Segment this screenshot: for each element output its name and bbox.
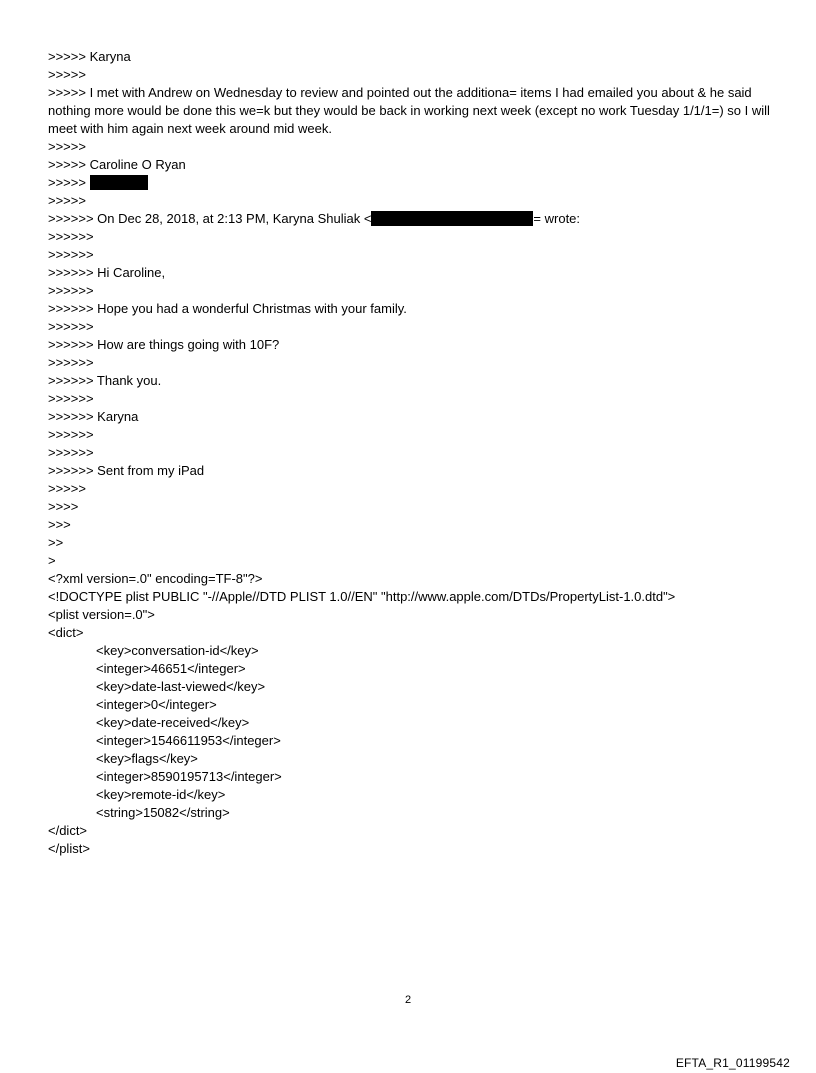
- plist-entry: <integer>0</integer>: [96, 697, 217, 712]
- plist-entry: <string>15082</string>: [96, 805, 230, 820]
- plist-xml-declaration: <?xml version=.0" encoding=TF-8"?>: [48, 571, 263, 586]
- email-line: >>>>>: [48, 67, 86, 82]
- redacted-line: [48, 174, 778, 192]
- quoted-line: >>>>: [48, 499, 79, 514]
- email-paragraph: >>>>> I met with Andrew on Wednesday to review and pointed out the additiona= items I had emailed you about & he said nothing more would be done this we=k but they would be back in working next week (except no work Tuesday 1/1/1=) so I will meet with him again next week around mid week.: [48, 85, 774, 136]
- quoted-line: >: [48, 553, 56, 568]
- quoted-line: >>>>>> Karyna: [48, 409, 139, 424]
- plist-entry: <integer>1546611953</integer>: [96, 733, 281, 748]
- plist-entry: <key>conversation-id</key>: [96, 643, 259, 658]
- quote-header-suffix: = wrote:: [533, 211, 581, 226]
- plist-entry: <key>flags</key>: [96, 751, 198, 766]
- quoted-line: >>>>>> Sent from my iPad: [48, 463, 205, 478]
- plist-entry: <integer>8590195713</integer>: [96, 769, 282, 784]
- quoted-line: >>>>>>: [48, 283, 94, 298]
- email-line: >>>>> Karyna: [48, 49, 131, 64]
- plist-entry: <key>date-received</key>: [96, 715, 250, 730]
- redaction-block: [371, 211, 533, 226]
- email-signature: >>>>> Caroline O Ryan: [48, 157, 186, 172]
- quoted-line: >>>>>>: [48, 445, 94, 460]
- plist-entry: <key>remote-id</key>: [96, 787, 226, 802]
- quoted-line: >>>>>> Hi Caroline,: [48, 265, 166, 280]
- plist-entry: <integer>46651</integer>: [96, 661, 246, 676]
- quoted-line: >>>>>>: [48, 319, 94, 334]
- quote-header-prefix: >>>>>> On Dec 28, 2018, at 2:13 PM, Karyna Shuliak <: [48, 211, 372, 226]
- quoted-line: >>>>>>: [48, 229, 94, 244]
- email-line: >>>>>: [48, 193, 86, 208]
- quoted-line: >>>>>>: [48, 427, 94, 442]
- plist-dict-close: </dict>: [48, 823, 88, 838]
- quoted-line: >>>>>: [48, 481, 86, 496]
- plist-open-tag: <plist version=.0">: [48, 607, 155, 622]
- quoted-line: >>>>>> Thank you.: [48, 373, 162, 388]
- quoted-line: >>>>>>: [48, 355, 94, 370]
- quoted-line: >>: [48, 535, 64, 550]
- quoted-line: >>>>>>: [48, 391, 94, 406]
- quoted-line: >>>>>> How are things going with 10F?: [48, 337, 280, 352]
- plist-entry: <key>date-last-viewed</key>: [96, 679, 266, 694]
- plist-dict-open: <dict>: [48, 625, 84, 640]
- email-line: >>>>>: [48, 139, 86, 154]
- quoted-line: >>>>>> Hope you had a wonderful Christmas with your family.: [48, 301, 407, 316]
- bates-number: EFTA_R1_01199542: [675, 1056, 790, 1070]
- quote-header: [48, 210, 778, 228]
- plist-doctype: <!DOCTYPE plist PUBLIC "-//Apple//DTD PLIST 1.0//EN" "http://www.apple.com/DTDs/PropertyList-1.0.dtd">: [48, 589, 676, 604]
- quoted-line: >>>: [48, 517, 71, 532]
- quoted-line: >>>>>>: [48, 247, 94, 262]
- redaction-block: [90, 175, 148, 190]
- redacted-line-prefix: >>>>>: [48, 175, 86, 190]
- plist-close-tag: </plist>: [48, 841, 90, 856]
- document-body: [48, 48, 778, 858]
- page-number: 2: [404, 994, 412, 1006]
